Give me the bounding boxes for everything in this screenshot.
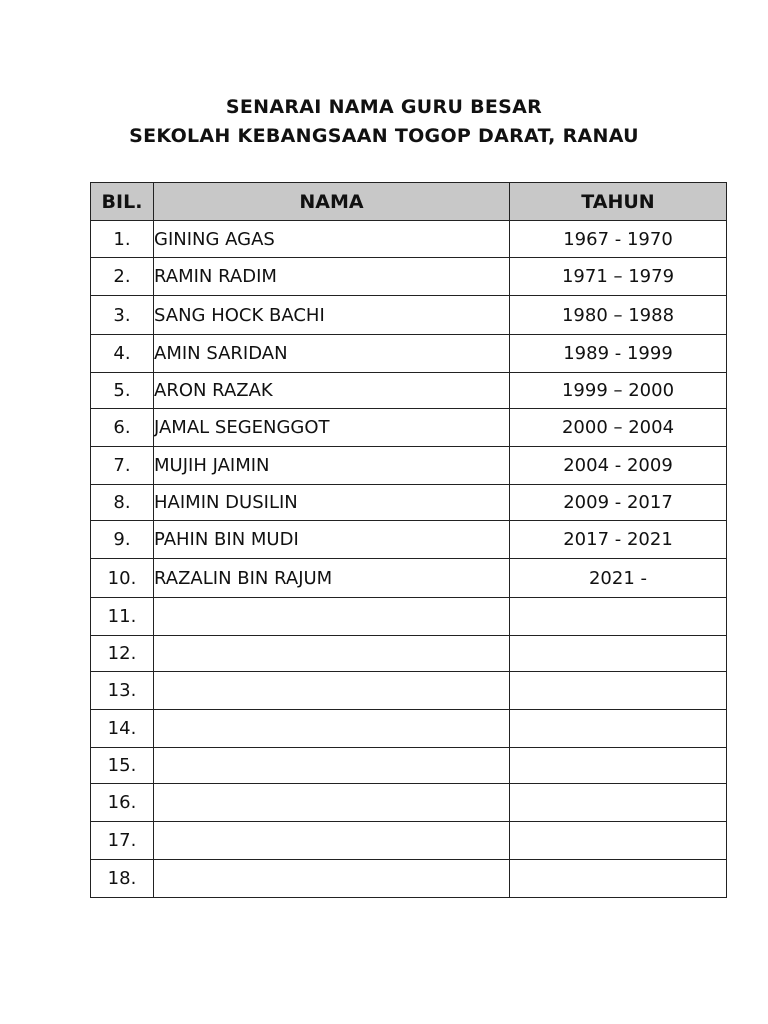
cell-bil: 8. [91, 485, 154, 521]
column-header-bil: BIL. [91, 183, 154, 221]
cell-nama: JAMAL SEGENGGOT [154, 409, 510, 447]
cell-tahun: 1980 – 1988 [510, 296, 727, 335]
cell-bil: 6. [91, 409, 154, 447]
cell-tahun [510, 636, 727, 672]
table-row [91, 559, 727, 598]
table-body [91, 221, 727, 898]
table-row [91, 822, 727, 860]
cell-nama: AMIN SARIDAN [154, 335, 510, 373]
cell-nama [154, 784, 510, 822]
cell-tahun: 1999 – 2000 [510, 373, 727, 409]
cell-tahun: 1971 – 1979 [510, 258, 727, 296]
table-row [91, 447, 727, 485]
cell-bil: 9. [91, 521, 154, 559]
cell-nama [154, 860, 510, 898]
cell-tahun [510, 672, 727, 710]
cell-bil: 11. [91, 598, 154, 636]
table-row [91, 784, 727, 822]
table-header-row [91, 183, 727, 221]
table-row [91, 296, 727, 335]
table-row [91, 598, 727, 636]
cell-bil: 1. [91, 221, 154, 258]
cell-nama: GINING AGAS [154, 221, 510, 258]
cell-nama: RAZALIN BIN RAJUM [154, 559, 510, 598]
cell-bil: 18. [91, 860, 154, 898]
cell-tahun: 2004 - 2009 [510, 447, 727, 485]
column-header-nama: NAMA [154, 183, 510, 221]
table-row [91, 373, 727, 409]
cell-bil: 4. [91, 335, 154, 373]
cell-nama [154, 598, 510, 636]
cell-nama: MUJIH JAIMIN [154, 447, 510, 485]
cell-tahun [510, 822, 727, 860]
document-subtitle: SEKOLAH KEBANGSAAN TOGOP DARAT, RANAU [129, 125, 639, 147]
cell-nama [154, 672, 510, 710]
cell-nama: PAHIN BIN MUDI [154, 521, 510, 559]
document-title: SENARAI NAMA GURU BESAR [225, 96, 543, 118]
cell-bil: 14. [91, 710, 154, 748]
cell-tahun: 2021 - [510, 559, 727, 598]
table-row [91, 221, 727, 258]
cell-bil: 17. [91, 822, 154, 860]
cell-tahun [510, 860, 727, 898]
table-row [91, 672, 727, 710]
cell-nama [154, 822, 510, 860]
cell-tahun [510, 784, 727, 822]
table-row [91, 258, 727, 296]
cell-bil: 15. [91, 748, 154, 784]
cell-bil: 10. [91, 559, 154, 598]
cell-bil: 16. [91, 784, 154, 822]
cell-nama: HAIMIN DUSILIN [154, 485, 510, 521]
cell-bil: 13. [91, 672, 154, 710]
cell-nama: RAMIN RADIM [154, 258, 510, 296]
headmasters-table [90, 182, 727, 898]
cell-tahun: 2017 - 2021 [510, 521, 727, 559]
cell-nama: SANG HOCK BACHI [154, 296, 510, 335]
table-row [91, 485, 727, 521]
cell-tahun [510, 748, 727, 784]
cell-bil: 3. [91, 296, 154, 335]
cell-bil: 7. [91, 447, 154, 485]
column-header-tahun: TAHUN [510, 183, 727, 221]
cell-nama [154, 748, 510, 784]
table-row [91, 521, 727, 559]
cell-bil: 5. [91, 373, 154, 409]
table-row [91, 335, 727, 373]
cell-bil: 2. [91, 258, 154, 296]
cell-tahun: 1967 - 1970 [510, 221, 727, 258]
cell-tahun [510, 598, 727, 636]
table-row [91, 409, 727, 447]
cell-tahun: 2000 – 2004 [510, 409, 727, 447]
cell-bil: 12. [91, 636, 154, 672]
cell-nama [154, 710, 510, 748]
cell-nama [154, 636, 510, 672]
cell-tahun [510, 710, 727, 748]
table-row [91, 748, 727, 784]
cell-tahun: 1989 - 1999 [510, 335, 727, 373]
cell-nama: ARON RAZAK [154, 373, 510, 409]
table-row [91, 860, 727, 898]
table-row [91, 710, 727, 748]
table-row [91, 636, 727, 672]
cell-tahun: 2009 - 2017 [510, 485, 727, 521]
